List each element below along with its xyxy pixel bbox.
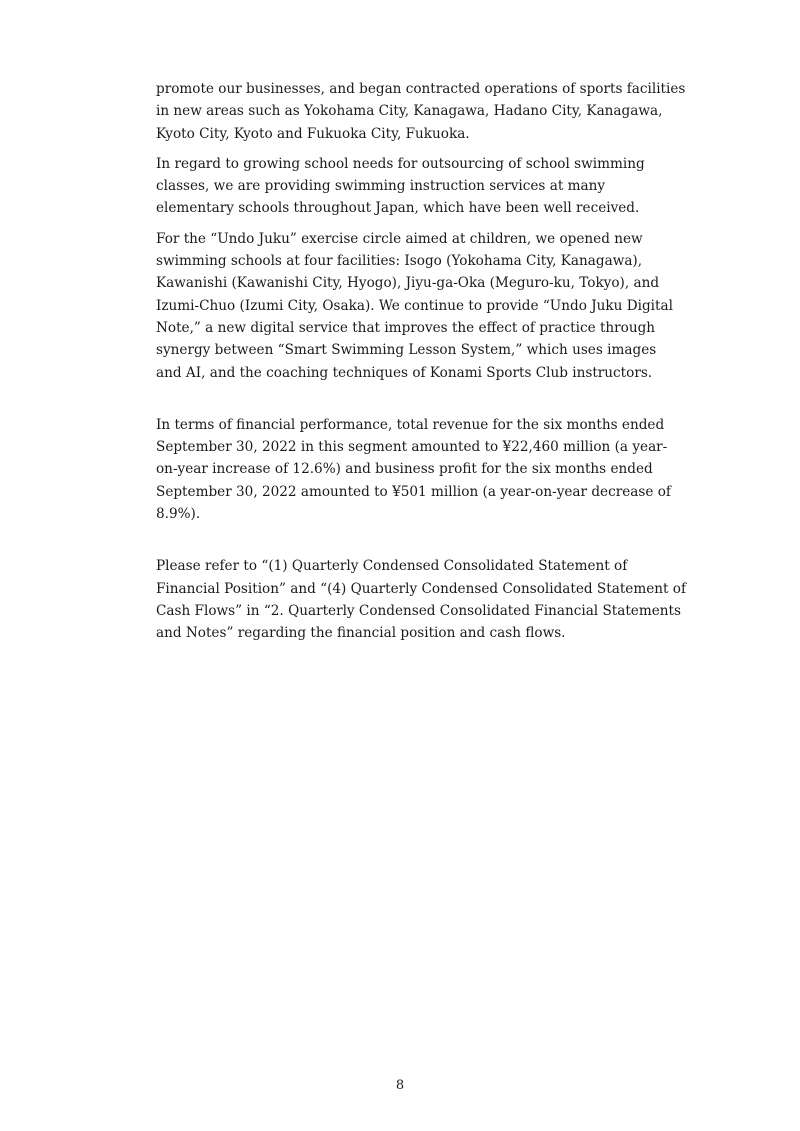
paragraph-undo-juku: For the “Undo Juku” exercise circle aimed at children, we opened new swimming schools at four facilities: Isogo (Yokohama City, Kanagawa), Kawanishi (Kawanishi City, Hyogo), Jiyu-ga-Oka (Meguro-ku, Tokyo), and Izumi-Chuo (Izumi City, Osaka). We continue to provide “Undo Juku Digital Note,” a new digital service that improves the effect of practice through synergy between “Smart Swimming Lesson System,” which uses images and AI, and the coaching techniques of Konami Sports Club instructors. bbox=[156, 230, 673, 381]
paragraph-facility-operations: promote our businesses, and began contracted operations of sports facilities in new areas such as Yokohama City, Kanagawa, Hadano City, Kanagawa, Kyoto City, Kyoto and Fukuoka City, Fukuoka. bbox=[156, 81, 686, 142]
paragraph-financial-position-reference: Please refer to “(1) Quarterly Condensed Consolidated Statement of Financial Position” and “(4) Quarterly Condensed Consolidated Statement of Cash Flows” in “2. Quarterly Condensed Consolidated Financial Statements and Notes” regarding the financial position and cash flows. bbox=[156, 558, 687, 642]
page-number: 8 bbox=[395, 1078, 405, 1093]
document-body bbox=[156, 78, 686, 653]
paragraph-school-swimming: In regard to growing school needs for outsourcing of school swimming classes, we are providing swimming instruction services at many elementary schools throughout Japan, which have been well received. bbox=[156, 155, 645, 217]
paragraph-financial-performance: In terms of financial performance, total revenue for the six months ended September 30, 2022 in this segment amounted to ¥22,460 million (a year-on-year increase of 12.6%) and business profit for the six months ended September 30, 2022 amounted to ¥501 million (a year-on-year decrease of 8.9%). bbox=[156, 416, 671, 523]
